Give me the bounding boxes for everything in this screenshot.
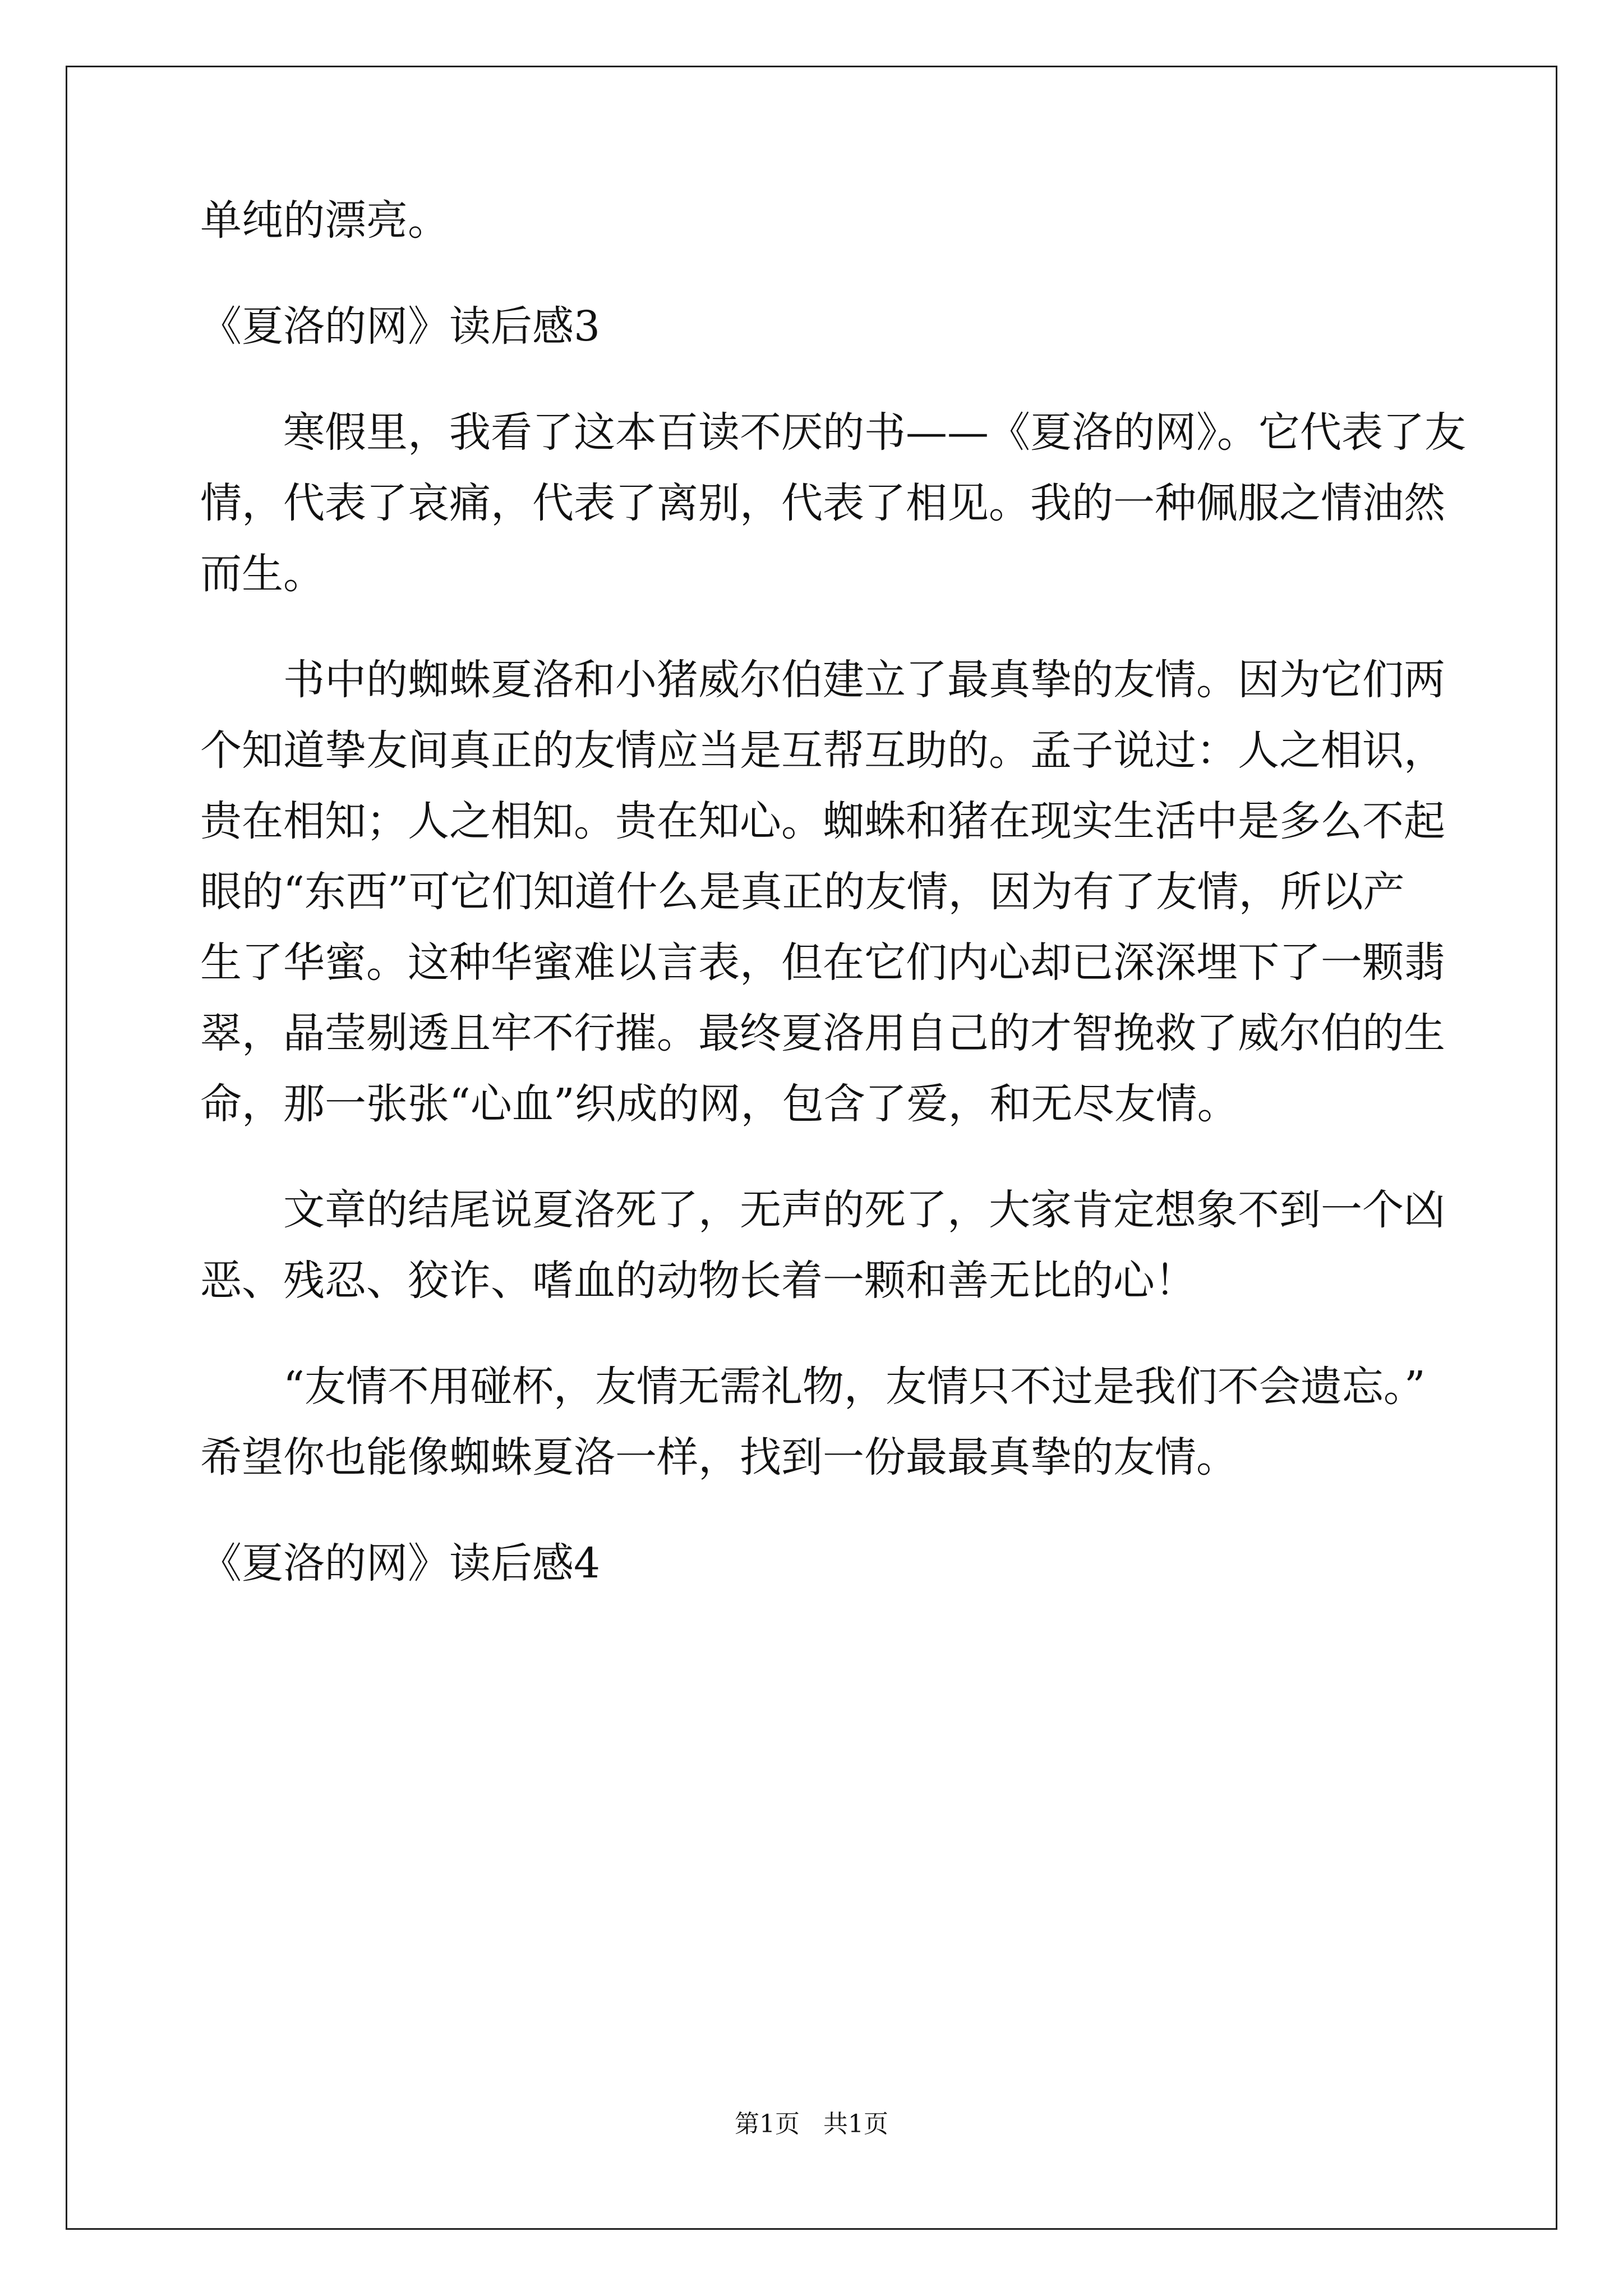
paragraph-line: 单纯的漂亮。: [200, 196, 449, 245]
paragraph-line: 情，代表了哀痛，代表了离别，代表了相见。我的一种佩服之情油然: [200, 479, 1445, 527]
paragraph-line: 文章的结尾说夏洛死了，无声的死了，大家肯定想象不到一个凶: [283, 1186, 1445, 1234]
paragraph-line: 命，那一张张“心血”织成的网，包含了爱，和无尽友情。: [200, 1080, 1239, 1128]
page-footer: 第1页 共1页: [735, 2110, 888, 2138]
document-body: [200, 185, 1466, 1599]
section-heading: 《夏洛的网》读后感4: [200, 1539, 601, 1588]
paragraph-line: 寒假里，我看了这本百读不厌的书——《夏洛的网》。它代表了友: [283, 408, 1466, 457]
paragraph-line: 生了华蜜。这种华蜜难以言表，但在它们内心却已深深埋下了一颗翡: [200, 938, 1445, 987]
paragraph-line: 希望你也能像蜘蛛夏洛一样，找到一份最最真挚的友情。: [200, 1433, 1238, 1481]
paragraph-line: 贵在相知；人之相知。贵在知心。蜘蛛和猪在现实生活中是多么不起: [200, 797, 1445, 845]
paragraph-line: 而生。: [200, 550, 325, 598]
paragraph-line: 书中的蜘蛛夏洛和小猪威尔伯建立了最真挚的友情。因为它们两: [283, 656, 1445, 704]
section-heading: 《夏洛的网》读后感3: [200, 302, 601, 351]
paragraph-line: 个知道挚友间真正的友情应当是互帮互助的。孟子说过：人之相识，: [200, 726, 1445, 775]
paragraph-line: “友情不用碰杯，友情无需礼物，友情只不过是我们不会遗忘。”: [283, 1363, 1426, 1411]
paragraph-line: 眼的“东西”可它们知道什么是真正的友情，因为有了友情，所以产: [200, 868, 1405, 916]
paragraph-line: 翠，晶莹剔透且牢不行摧。最终夏洛用自己的才智挽救了威尔伯的生: [200, 1009, 1445, 1057]
paragraph-line: 恶、残忍、狡诈、嗜血的动物长着一颗和善无比的心！: [200, 1257, 1196, 1305]
